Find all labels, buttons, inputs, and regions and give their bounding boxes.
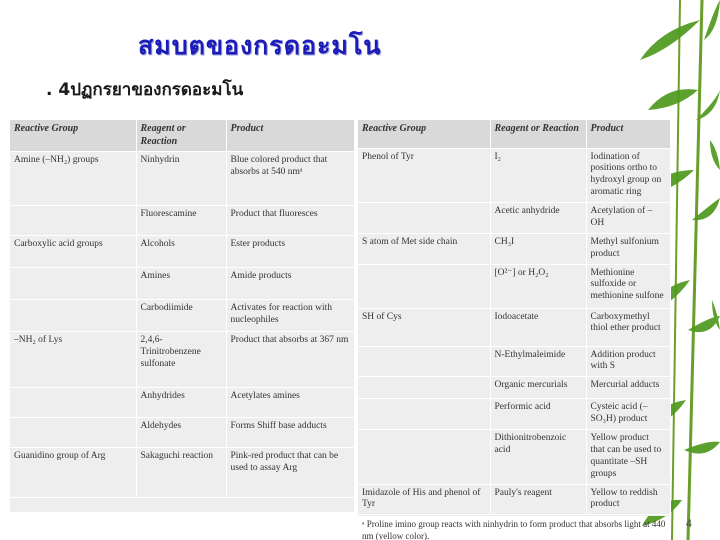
table-cell: SH of Cys [358,308,490,346]
table-cell: N-Ethylmaleimide [490,346,586,377]
left-reaction-table [10,120,355,498]
table-cell: Activates for reaction with nucleophiles [226,300,354,332]
table-row [358,484,670,515]
table-cell: Ester products [226,236,354,268]
table-cell: I₂ [490,148,586,203]
table-cell: Iodoacetate [490,308,586,346]
table-cell: Methionine sulfoxide or methionine sulfone [586,264,670,308]
table-row [10,152,354,206]
table-cell: Dithionitrobenzoic acid [490,430,586,485]
column-header: Product [586,120,670,148]
table-row [10,388,354,418]
table-cell: Product that fluoresces [226,206,354,236]
table-header-row [10,120,354,152]
table-cell: Amine (–NH₂) groups [10,152,136,206]
table-cell [358,264,490,308]
table-cell: Acetylation of –OH [586,203,670,234]
table-cell: Guanidino group of Arg [10,448,136,498]
table-cell: Amide products [226,268,354,300]
page-number: 4 [685,518,692,530]
slide-subtitle: . 4ปฏกรยาของกรดอะมโน [46,80,244,100]
right-reaction-table [358,120,671,515]
table-cell: [O²⁻] or H₂O₂ [490,264,586,308]
table-cell: Yellow product that can be used to quantitate –SH groups [586,430,670,485]
table-cell: S atom of Met side chain [358,233,490,264]
table-row [358,233,670,264]
table-row [358,346,670,377]
table-row [10,332,354,388]
table-cell [358,399,490,430]
table-cell [358,346,490,377]
column-header: Reactive Group [358,120,490,148]
table-cell: Acetylates amines [226,388,354,418]
table-row [10,448,354,498]
table-cell [358,377,490,399]
table-cell: Sakaguchi reaction [136,448,226,498]
table-header-row [358,120,670,148]
table-cell: Ninhydrin [136,152,226,206]
table-row [10,268,354,300]
table-row [358,377,670,399]
table-row [10,206,354,236]
table-cell: Carboxylic acid groups [10,236,136,268]
table-cell: Carboxymethyl thiol ether product [586,308,670,346]
table-cell [10,268,136,300]
table-cell [10,300,136,332]
table-cell: Addition product with S [586,346,670,377]
slide-title: สมบตของกรดอะมโน [138,31,382,60]
table-row [358,430,670,485]
column-header: Reagent or Reaction [136,120,226,152]
table-cell: Anhydrides [136,388,226,418]
table-cell [358,203,490,234]
table-cell [358,430,490,485]
table-cell [10,388,136,418]
table-cell: 2,4,6-Trinitrobenzene sulfonate [136,332,226,388]
table-cell: Acetic anhydride [490,203,586,234]
right-reaction-table-panel [358,120,670,540]
table-row [10,236,354,268]
table-cell: Alcohols [136,236,226,268]
table-cell: Amines [136,268,226,300]
table-cell: Cysteic acid (–SO₃H) product [586,399,670,430]
table-row [358,203,670,234]
table-cell [10,206,136,236]
table-cell: Pink-red product that can be used to assay Arg [226,448,354,498]
table-cell: Imidazole of His and phenol of Tyr [358,484,490,515]
table-row [358,399,670,430]
table-row [10,300,354,332]
column-header: Product [226,120,354,152]
table-cell: Methyl sulfonium product [586,233,670,264]
table-footnote: ᵃ Proline imino group reacts with ninhydrin to form product that absorbs light at 440 nm (yellow color). [362,519,666,540]
column-header: Reactive Group [10,120,136,152]
left-reaction-table-panel [10,120,354,512]
table-cell: Pauly's reagent [490,484,586,515]
table-row [358,264,670,308]
table-cell: Product that absorbs at 367 nm [226,332,354,388]
table-cell: Iodination of positions ortho to hydroxyl group on aromatic ring [586,148,670,203]
table-cell: –NH₂ of Lys [10,332,136,388]
column-header: Reagent or Reaction [490,120,586,148]
table-cell: CH₃I [490,233,586,264]
table-cell: Performic acid [490,399,586,430]
table-cell: Fluorescamine [136,206,226,236]
table-cell: Carbodiimide [136,300,226,332]
table-cell: Organic mercurials [490,377,586,399]
table-row [358,148,670,203]
table-cell [10,418,136,448]
table-cell: Forms Shiff base adducts [226,418,354,448]
table-row [358,308,670,346]
table-cell: Phenol of Tyr [358,148,490,203]
table-cell: Aldehydes [136,418,226,448]
table-cell: Blue colored product that absorbs at 540 nmᵃ [226,152,354,206]
table-cell: Mercurial adducts [586,377,670,399]
table-row [10,418,354,448]
table-cell: Yellow to reddish product [586,484,670,515]
